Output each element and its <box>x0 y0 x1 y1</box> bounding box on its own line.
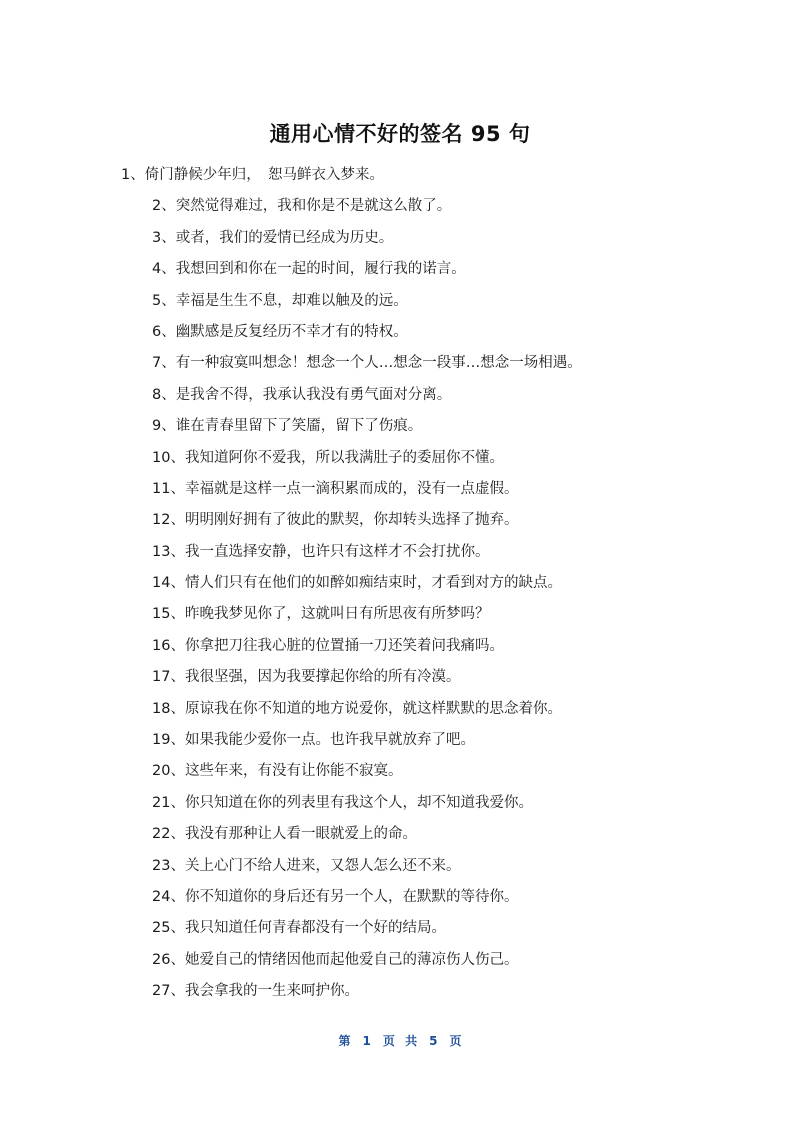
list-item: 25、我只知道任何青春都没有一个好的结局。 <box>152 920 446 937</box>
list-item: 26、她爱自己的情绪因他而起他爱自己的薄凉伤人伤己。 <box>152 951 519 968</box>
current-page-number: 1 <box>362 1034 371 1048</box>
signature-list <box>0 160 800 1008</box>
list-item: 17、我很坚强，因为我要撑起你给的所有冷漠。 <box>152 669 461 686</box>
footer-prefix: 第 <box>338 1034 351 1048</box>
list-item: 12、明明刚好拥有了彼此的默契，你却转头选择了抛弃。 <box>152 512 519 529</box>
list-item: 27、我会拿我的一生来呵护你。 <box>152 983 359 1000</box>
list-item: 20、这些年来，有没有让你能不寂寞。 <box>152 763 403 780</box>
footer-suffix: 页 <box>449 1034 462 1048</box>
list-item: 15、昨晚我梦见你了，这就叫日有所思夜有所梦吗？ <box>152 606 490 623</box>
list-item: 2、突然觉得难过，我和你是不是就这么散了。 <box>152 198 452 215</box>
list-item: 24、你不知道你的身后还有另一个人，在默默的等待你。 <box>152 888 519 905</box>
list-item: 13、我一直选择安静，也许只有这样才不会打扰你。 <box>152 543 490 560</box>
list-item: 22、我没有那种让人看一眼就爱上的命。 <box>152 826 417 843</box>
list-item: 21、你只知道在你的列表里有我这个人，却不知道我爱你。 <box>152 794 533 811</box>
list-item: 10、我知道阿你不爱我，所以我满肚子的委屈你不懂。 <box>152 449 504 466</box>
list-item: 8、是我舍不得，我承认我没有勇气面对分离。 <box>152 386 452 403</box>
list-item: 9、谁在青春里留下了笑靥，留下了伤痕。 <box>152 418 423 435</box>
footer-middle: 页 共 <box>382 1034 418 1048</box>
list-item: 14、情人们只有在他们的如醉如痴结束时，才看到对方的缺点。 <box>152 575 562 592</box>
total-page-number: 5 <box>429 1034 438 1048</box>
list-item: 5、幸福是生生不息，却难以触及的远。 <box>152 292 408 309</box>
list-item: 6、幽默感是反复经历不幸才有的特权。 <box>152 323 408 340</box>
list-item: 18、原谅我在你不知道的地方说爱你，就这样默默的思念着你。 <box>152 700 562 717</box>
list-item: 1、倚门静候少年归， 恕马鲜衣入梦来。 <box>121 167 384 183</box>
list-item: 23、关上心门不给人进来，又怨人怎么还不来。 <box>152 857 461 874</box>
list-item: 7、有一种寂寞叫想念！想念一个人…想念一段事…想念一场相遇。 <box>152 355 582 372</box>
page-title: 通用心情不好的签名 95 句 <box>269 122 531 146</box>
list-item: 11、幸福就是这样一点一滴积累而成的，没有一点虚假。 <box>152 480 519 497</box>
list-item: 19、如果我能少爱你一点。也许我早就放弃了吧。 <box>152 732 475 749</box>
list-item: 4、我想回到和你在一起的时间，履行我的诺言。 <box>152 261 466 278</box>
list-item: 3、或者，我们的爱情已经成为历史。 <box>152 229 394 246</box>
page-footer <box>0 1032 800 1049</box>
list-item: 16、你拿把刀往我心脏的位置捅一刀还笑着问我痛吗。 <box>152 637 504 654</box>
